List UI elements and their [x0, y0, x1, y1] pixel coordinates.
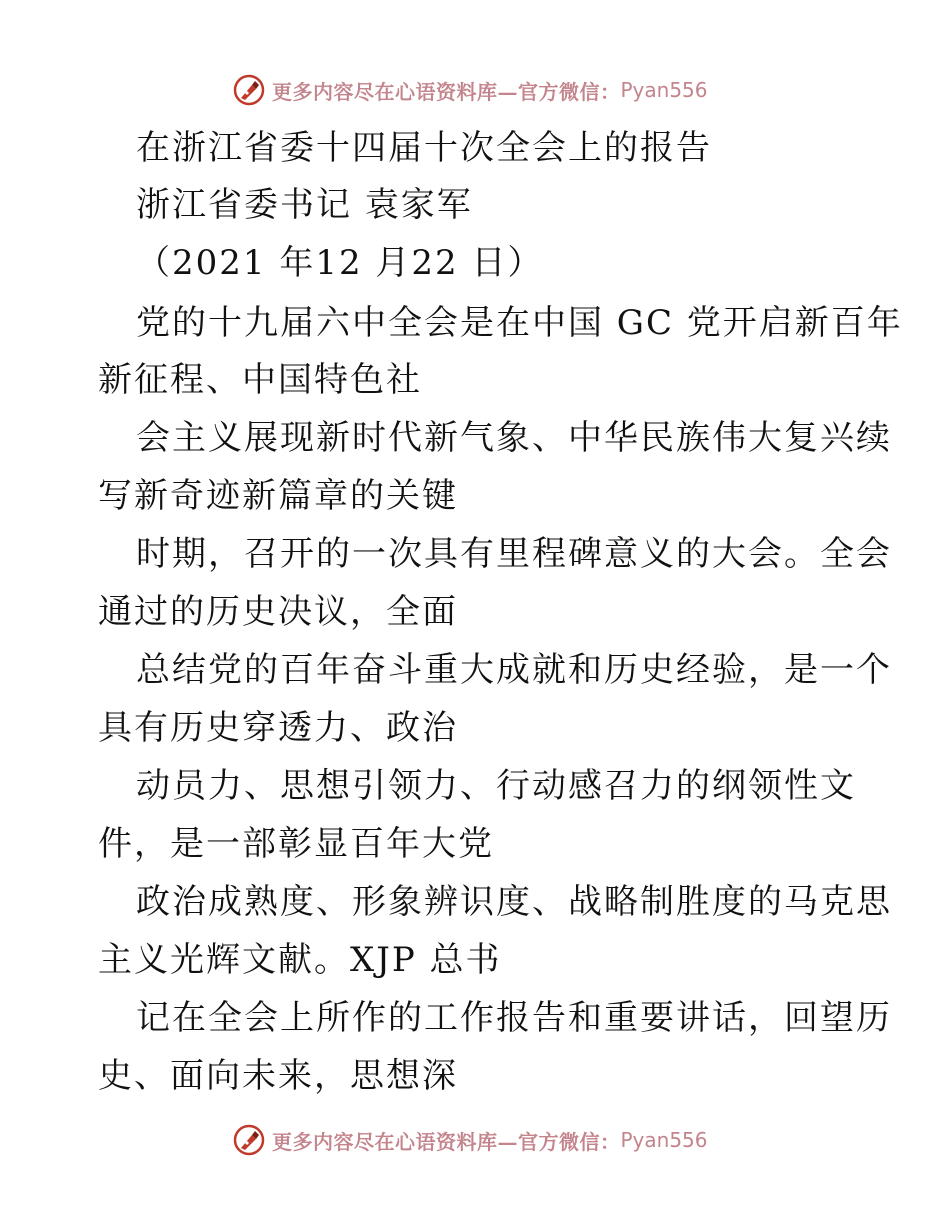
banner-text: 更多内容尽在心语资料库—官方微信： — [272, 1129, 621, 1154]
paragraph-line: 具有历史穿透力、政治 — [98, 708, 458, 748]
footer-banner[interactable] — [232, 1120, 708, 1160]
paragraph-line: 通过的历史决议，全面 — [98, 592, 458, 632]
header-banner[interactable] — [232, 70, 708, 110]
banner-text: 更多内容尽在心语资料库—官方微信： — [272, 79, 621, 104]
paragraph-line: 总结党的百年奋斗重大成就和历史经验，是一个 — [136, 650, 892, 690]
paragraph-line: 件，是一部彰显百年大党 — [98, 824, 494, 864]
paragraph-line: 新征程、中国特色社 — [98, 360, 422, 400]
banner-wechat-id: Pyan556 — [620, 78, 708, 102]
paragraph-line: 史、面向未来，思想深 — [98, 1056, 458, 1096]
paragraph-line: 写新奇迹新篇章的关键 — [98, 476, 458, 516]
paragraph-line: 主义光辉文献。XJP 总书 — [98, 940, 502, 980]
document-date: （2021 年12 月22 日） — [136, 243, 544, 283]
paragraph-line: 记在全会上所作的工作报告和重要讲话，回望历 — [136, 998, 892, 1038]
paragraph-line: 党的十九届六中全会是在中国 GC 党开启新百年 — [136, 303, 903, 343]
document-title: 在浙江省委十四届十次全会上的报告 — [136, 128, 712, 168]
banner-wechat-id: Pyan556 — [620, 1128, 708, 1152]
pen-nib-circle-icon — [232, 1123, 266, 1157]
paragraph-line: 会主义展现新时代新气象、中华民族伟大复兴续 — [136, 418, 892, 458]
pen-nib-circle-icon — [232, 73, 266, 107]
document-author: 浙江省委书记 袁家军 — [136, 185, 473, 225]
paragraph-line: 政治成熟度、形象辨识度、战略制胜度的马克思 — [136, 882, 892, 922]
paragraph-line: 动员力、思想引领力、行动感召力的纲领性文 — [136, 766, 856, 806]
paragraph-line: 时期，召开的一次具有里程碑意义的大会。全会 — [136, 534, 892, 574]
